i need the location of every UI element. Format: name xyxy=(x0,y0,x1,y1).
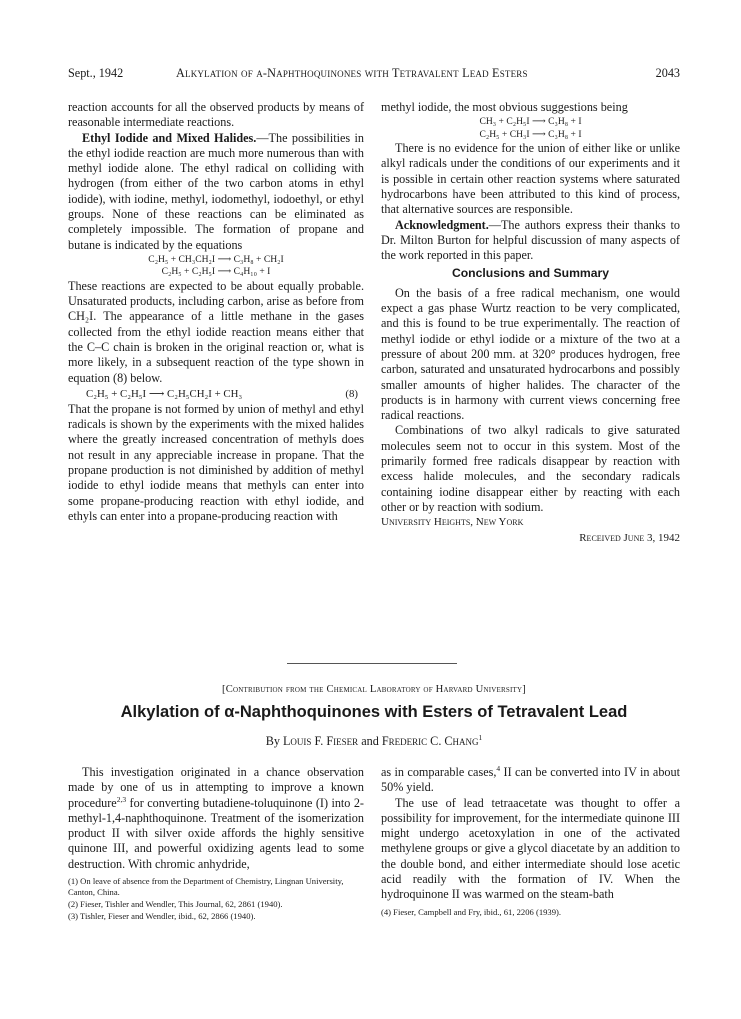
equation-number: (8) xyxy=(345,387,358,400)
paragraph xyxy=(68,765,364,872)
equation: CH₃ + C₂H₅I ⟶ C₃H₈ + I xyxy=(479,116,582,128)
footnote: (3) Tishler, Fieser and Wendler, ibid., 62, 2866 (1940). xyxy=(68,911,256,922)
page-header xyxy=(68,66,680,80)
equation: C₂H₅ + CH₃CH₂I ⟶ C₃H₈ + CH₂I xyxy=(148,253,284,265)
paragraph: methyl iodide, the most obvious suggestions being xyxy=(381,100,628,114)
paragraph: There is no evidence for the union of either like or unlike alkyl radicals under the conditions of our experiments and it is possible in certain other reaction systems where saturated hydrocarbons have been attributed to this kind of process, that alternative sources are responsible. xyxy=(381,141,680,217)
author-name: Louis F. Fieser xyxy=(282,734,359,748)
address: University Heights, New York xyxy=(381,516,524,529)
contribution-line: [Contribution from the Chemical Laboratory of Harvard University] xyxy=(222,684,526,695)
lower-left-column xyxy=(68,765,364,923)
equation-text: C₂H₅ + C₂H₅I ⟶ C₂H₅CH₂I + CH₃ xyxy=(86,387,243,400)
page-number: 2043 xyxy=(655,66,680,80)
footnote-marker: 1 xyxy=(478,732,483,742)
paragraph xyxy=(381,765,680,796)
footnote: (2) Fieser, Tishler and Wendler, This Journal, 62, 2861 (1940). xyxy=(68,899,283,910)
upper-right-column xyxy=(381,100,680,546)
run-in-heading: Acknowledgment. xyxy=(395,217,489,232)
equation: C₂H₅ + C₂H₅I ⟶ C₄H₁₀ + I xyxy=(161,266,271,278)
acknowledgment xyxy=(381,218,680,264)
footnotes xyxy=(68,876,364,922)
text-run: This investigation originated in a chance observation made by one of us in attempting to improve a known procedure xyxy=(68,765,364,810)
paragraph: These reactions are expected to be about equally probable. Unsaturated products, including carbon, arise as before from CH₂I. The appearance of a little methane in the gases collected from the ethyl iodide reaction means either that the C–C chain is broken in the original reaction or, what is more likely, in a subsequent reaction of the type shown in equation (8) below. xyxy=(68,278,364,385)
author-line xyxy=(68,734,680,749)
author-name: Frederic C. Chang xyxy=(381,734,479,748)
by-word: By xyxy=(265,734,280,748)
text-run: II can be converted into IV in about 50% yield. xyxy=(381,765,680,795)
paragraph: reaction accounts for all the observed products by means of reasonable intermediate reactions. xyxy=(68,100,364,130)
run-in-heading: Ethyl Iodide and Mixed Halides. xyxy=(82,130,257,145)
paragraph: Combinations of two alkyl radicals to give saturated molecules seem not to occur in this system. Most of the primarily formed free radicals disappear by reaction with excess halide molecules, and the secondary radicals containing iodine disappear either by reacting with each other or by reaction with sodium. xyxy=(381,423,680,514)
paragraph: On the basis of a free radical mechanism, one would expect a gas phase Wurtz reaction to be very complicated, and this is found to be true experimentally. The reaction of methyl iodide or ethyl iodide or a mixture of the two at a pressure of about 200 mm. at 320° produces hydrogen, free carbon, saturated and unsaturated hydrocarbons and possibly smaller amounts of higher halides. The character of the products is in harmony with current views concerning free radical reactions. xyxy=(381,285,680,423)
paragraph: That the propane is not formed by union of methyl and ethyl radicals is shown by the experiments with the mixed halides where the greatly increased concentration of methyls does not result in any appreciable increase in propane. That the propane production is not diminished by addition of methyl iodide to ethyl iodide means that methyls can enter into some propane-producing reaction with ethyl iodide, and ethyls can enter into a propane-producing reaction with xyxy=(68,401,364,523)
paragraph-body: —The authors express their thanks to Dr. Milton Burton for helpful discussion of many aspects of the work reported in this paper. xyxy=(381,217,680,263)
section-heading: Conclusions and Summary xyxy=(451,266,610,281)
upper-left-column xyxy=(68,100,364,524)
header-date: Sept., 1942 xyxy=(68,66,124,80)
paragraph: The use of lead tetraacetate was thought to offer a possibility for improvement, for the intermediate quinone III might undergo acetoxylation in one of the activated methylene groups or give a glycol diacetate by an addition to the double bond, and either intermediate should lose acetic acid readily with the formation of IV. When the hydroquinone II was warmed on the steam-bath xyxy=(381,795,680,902)
received-date: Received June 3, 1942 xyxy=(579,531,680,544)
equation-8 xyxy=(68,387,364,401)
text-run: for converting butadiene-toluquinone (I) into 2-methyl-1,4-naphthoquinone. Treatment of the isomerization product II with silver oxide affords the highly sensitive quinone III, and powerful oxidizing agents lead to some destruction. With chromic anhydride, xyxy=(68,795,364,871)
footnote: (4) Fieser, Campbell and Fry, ibid., 61, 2206 (1939). xyxy=(381,906,562,917)
section-divider xyxy=(287,663,457,664)
footnote: (1) On leave of absence from the Department of Chemistry, Lingnan University, Canton, China. xyxy=(68,876,344,898)
footnote-marker: 2,3 xyxy=(116,794,127,804)
paragraph-ethyl-iodide xyxy=(68,131,364,253)
footnote-marker: 4 xyxy=(496,763,501,773)
and-word: and xyxy=(361,734,379,748)
article-title: Alkylation of α-Naphthoquinones with Esters of Tetravalent Lead xyxy=(120,703,628,721)
paragraph-body: —The possibilities in the ethyl iodide reaction are much more numerous than with methyl iodide alone. The ethyl radical on colliding with hydrogen (from either of the two carbon atoms in ethyl iodide), with iodine, methyl, iodomethyl, iodoethyl, or ethyl groups. None of these reactions can be eliminated as completely impossible. The formation of propane and butane is indicated by the equations xyxy=(68,130,364,252)
running-title: Alkylation of α-Naphthoquinones with Tetravalent Lead Esters xyxy=(176,66,528,80)
lower-right-column xyxy=(381,765,680,919)
equation: C₂H₅ + CH₃I ⟶ C₃H₈ + I xyxy=(479,128,582,140)
text-run: as in comparable cases, xyxy=(381,765,497,779)
footnotes xyxy=(381,907,680,918)
